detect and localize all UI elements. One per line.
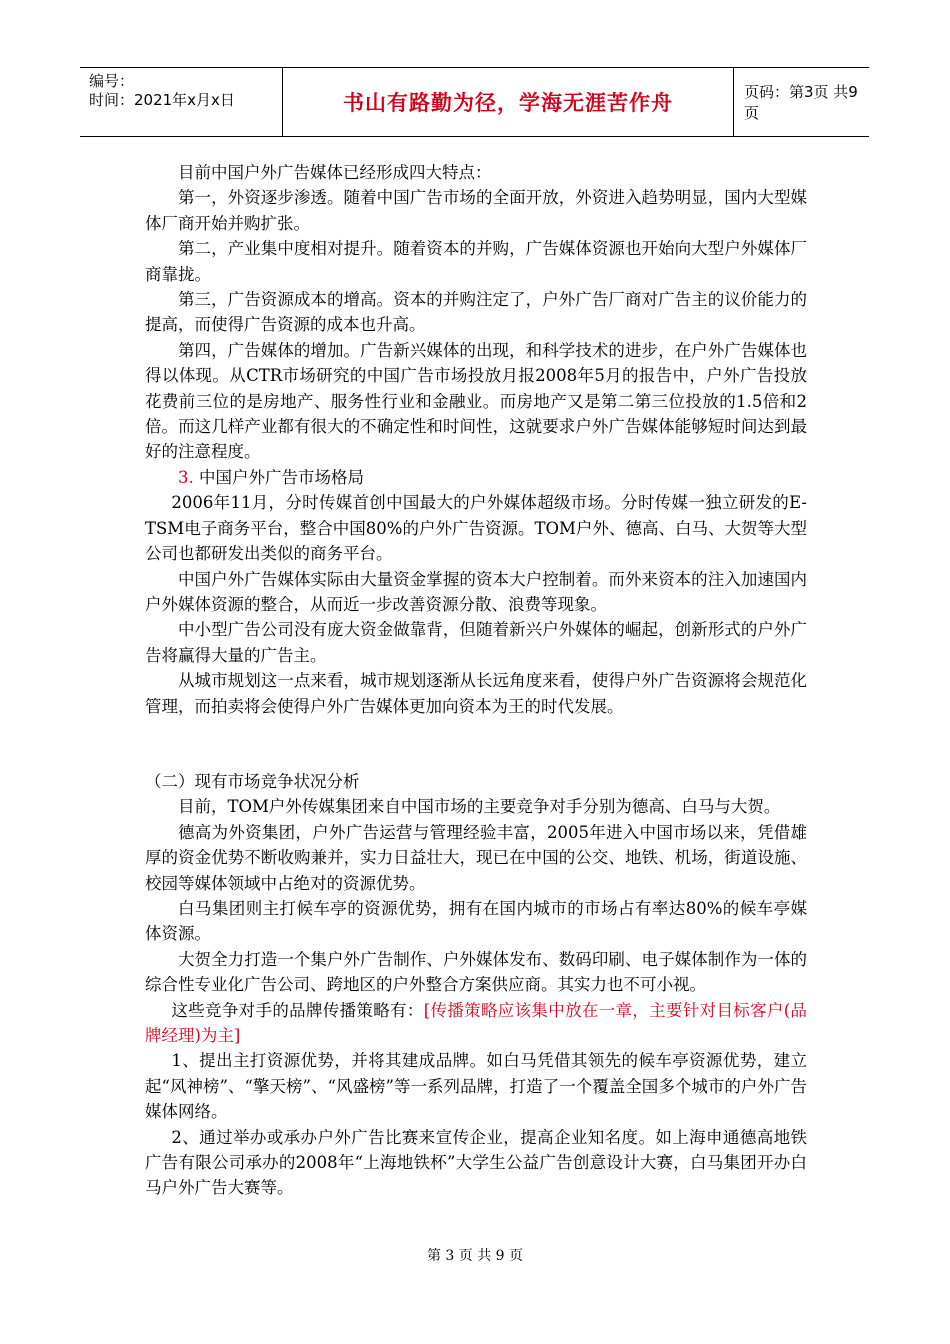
section-3-title: 中国户外广告市场格局 [193,467,364,487]
section-heading: （二）现有市场竞争状况分析 [145,771,360,791]
paragraph: 中小型广告公司没有庞大资金做靠背，但随着新兴户外媒体的崛起，创新形式的户外广告将赢得大量的广告主。 [145,620,807,665]
paragraph: 第三，广告资源成本的增高。资本的并购注定了，户外广告厂商对广告主的议价能力的提高，而使得广告资源的成本也升高。 [145,290,807,335]
document-body [145,160,807,1201]
paragraph: 大贺全力打造一个集户外广告制作、户外媒体发布、数码印刷、电子媒体制作为一体的综合性专业化广告公司、跨地区的户外整合方案供应商。其实力也不可小视。 [145,949,807,995]
paragraph: 第一，外资逐步渗透。随着中国广告市场的全面开放，外资进入趋势明显，国内大型媒体厂商开始并购扩张。 [145,188,807,233]
number-label: 编号： [89,72,135,90]
paragraph: 白马集团则主打候车亭的资源优势，拥有在国内城市的市场占有率达80%的候车亭媒体资源。 [145,898,807,944]
paragraph: 从城市规划这一点来看，城市规划逐渐从长远角度来看，使得户外广告资源将会规范化管理，而拍卖将会使得户外广告媒体更加向资本为王的时代发展。 [145,671,807,716]
paragraph: 中国户外广告媒体实际由大量资金掌握的资本大户控制着。而外来资本的注入加速国内户外媒体资源的整合，从而近一步改善资源分散、浪费等现象。 [145,569,807,614]
paragraph: 2006年11月，分时传媒首创中国最大的户外媒体超级市场。分时传媒一独立研发的E-TSM电子商务平台，整合中国80%的户外广告资源。TOM户外、德高、白马、大贺等大型公司也都研发出类似的商务平台。 [145,493,807,564]
header-meta [80,68,283,136]
paragraph: 第二，产业集中度相对提升。随着资本的并购，广告媒体资源也开始向大型户外媒体厂商靠拢。 [145,239,807,284]
header-page-cell [734,68,869,136]
page-header [80,67,869,137]
paragraph: 1、提出主打资源优势，并将其建成品牌。如白马凭借其领先的候车亭资源优势，建立起“风神榜”、“擎天榜”、“风盛榜”等一系列品牌，打造了一个覆盖全国多个城市的户外广告媒体网络。 [145,1051,807,1122]
spacer [145,719,807,769]
paragraph: 德高为外资集团，户外广告运营与管理经验丰富，2005年进入中国市场以来，凭借雄厚的资金优势不断收购兼并，实力日益壮大，现已在中国的公交、地铁、机场，街道设施、校园等媒体领域中占绝对的资源优势。 [145,822,807,893]
section-3-heading [145,465,807,490]
header-motto-cell [283,68,734,136]
page-footer: 第 3 页 共 9 页 [426,1248,524,1264]
page-number-label: 页码：第3页 共9页 [744,83,858,122]
strategy-paragraph [145,998,807,1049]
paragraph: 第四，广告媒体的增加。广告新兴媒体的出现，和科学技术的进步，在户外广告媒体也得以体现。从CTR市场研究的中国广告市场投放月报2008年5月的报告中，户外广告投放花费前三位的是房地产、服务性行业和金融业。而房地产又是第二第三位投放的1.5倍和2倍。而这几样产业都有很大的不确定性和时间性，这就要求户外广告媒体能够短时间达到最好的注意程度。 [145,340,807,462]
strategy-note: [传播策略应该集中放在一章，主要针对目标客户(品牌经理)为主] [145,1000,808,1045]
section-3-number: 3. [178,467,194,487]
paragraph: 目前中国户外广告媒体已经形成四大特点： [178,163,492,182]
time-label: 时间：2021年x月x日 [89,91,235,109]
strategy-text: 这些竞争对手的品牌传播策略有： [171,1000,424,1020]
paragraph: 目前，TOM户外传媒集团来自中国市场的主要竞争对手分别为德高、白马与大贺。 [178,797,781,817]
paragraph: 2、通过举办或承办户外广告比赛来宣传企业，提高企业知名度。如上海申通德高地铁广告有限公司承办的2008年“上海地铁杯”大学生公益广告创意设计大赛，白马集团开办白马户外广告大赛等。 [145,1127,807,1198]
motto: 书山有路勤为径，学海无涯苦作舟 [343,91,673,115]
